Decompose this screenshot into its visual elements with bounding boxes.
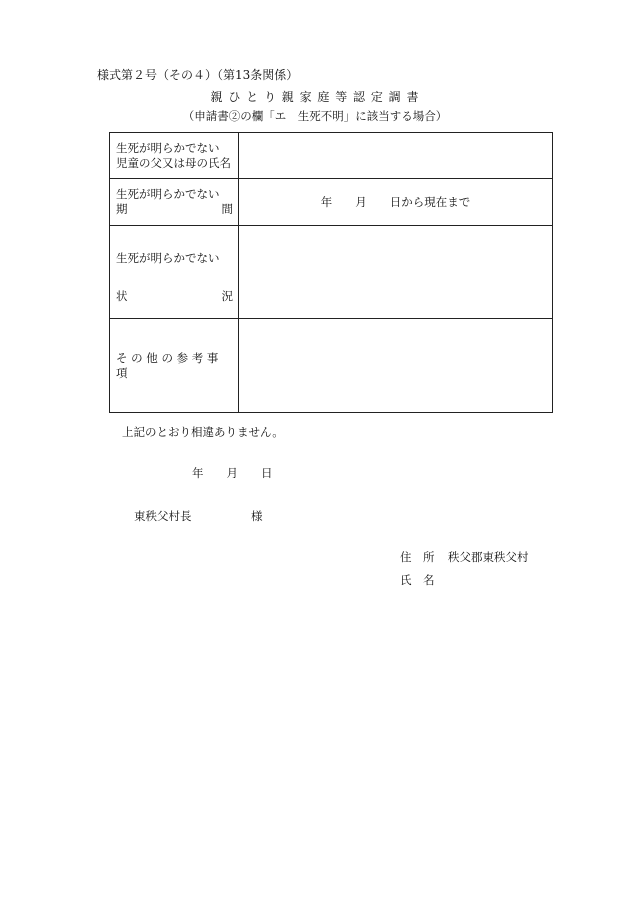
label-period-char1: 期 [116,202,128,216]
label-status-line1: 生死が明らかでない [116,251,220,265]
label-cell-notes [110,319,239,413]
label-status-char2: 況 [221,289,233,303]
label-period-line1: 生死が明らかでない [116,187,220,201]
label-parent-name-line1: 生死が明らかでない [116,140,220,155]
form-number: 様式第２号（その４）（第13条関係） [97,68,299,82]
certification-table [109,132,553,413]
table-row-period [110,179,553,226]
table-row-status [110,226,553,319]
table-row-notes [110,319,553,413]
label-cell-parent-name [110,133,239,179]
addressee: 東秩父村長 [134,509,192,523]
parent-name-field[interactable] [239,133,553,179]
label-notes: そ の 他 の 参 考 事 項 [116,350,219,380]
name-label: 氏 名 [400,573,435,587]
document-title: 親 ひ と り 親 家 庭 等 認 定 調 書 [210,90,420,104]
label-status-char1: 状 [116,289,128,303]
honorific: 様 [251,509,263,523]
address-field[interactable]: 秩父郡東秩父村 [448,550,529,564]
period-field[interactable]: 年 月 日から現在まで [239,179,553,226]
label-cell-period [110,179,239,226]
label-period-char2: 間 [221,202,233,216]
label-cell-status [110,226,239,319]
table-row-parent-name [110,133,553,179]
address-label: 住 所 [400,550,435,564]
notes-field[interactable] [239,319,553,413]
date-field[interactable]: 年 月 日 [192,466,273,480]
confirmation-statement: 上記のとおり相違ありません。 [122,425,284,439]
document-subtitle: （申請書②の欄「エ 生死不明」に該当する場合） [182,109,448,123]
label-parent-name-line2: 児童の父又は母の氏名 [116,155,231,170]
status-field[interactable] [239,226,553,319]
